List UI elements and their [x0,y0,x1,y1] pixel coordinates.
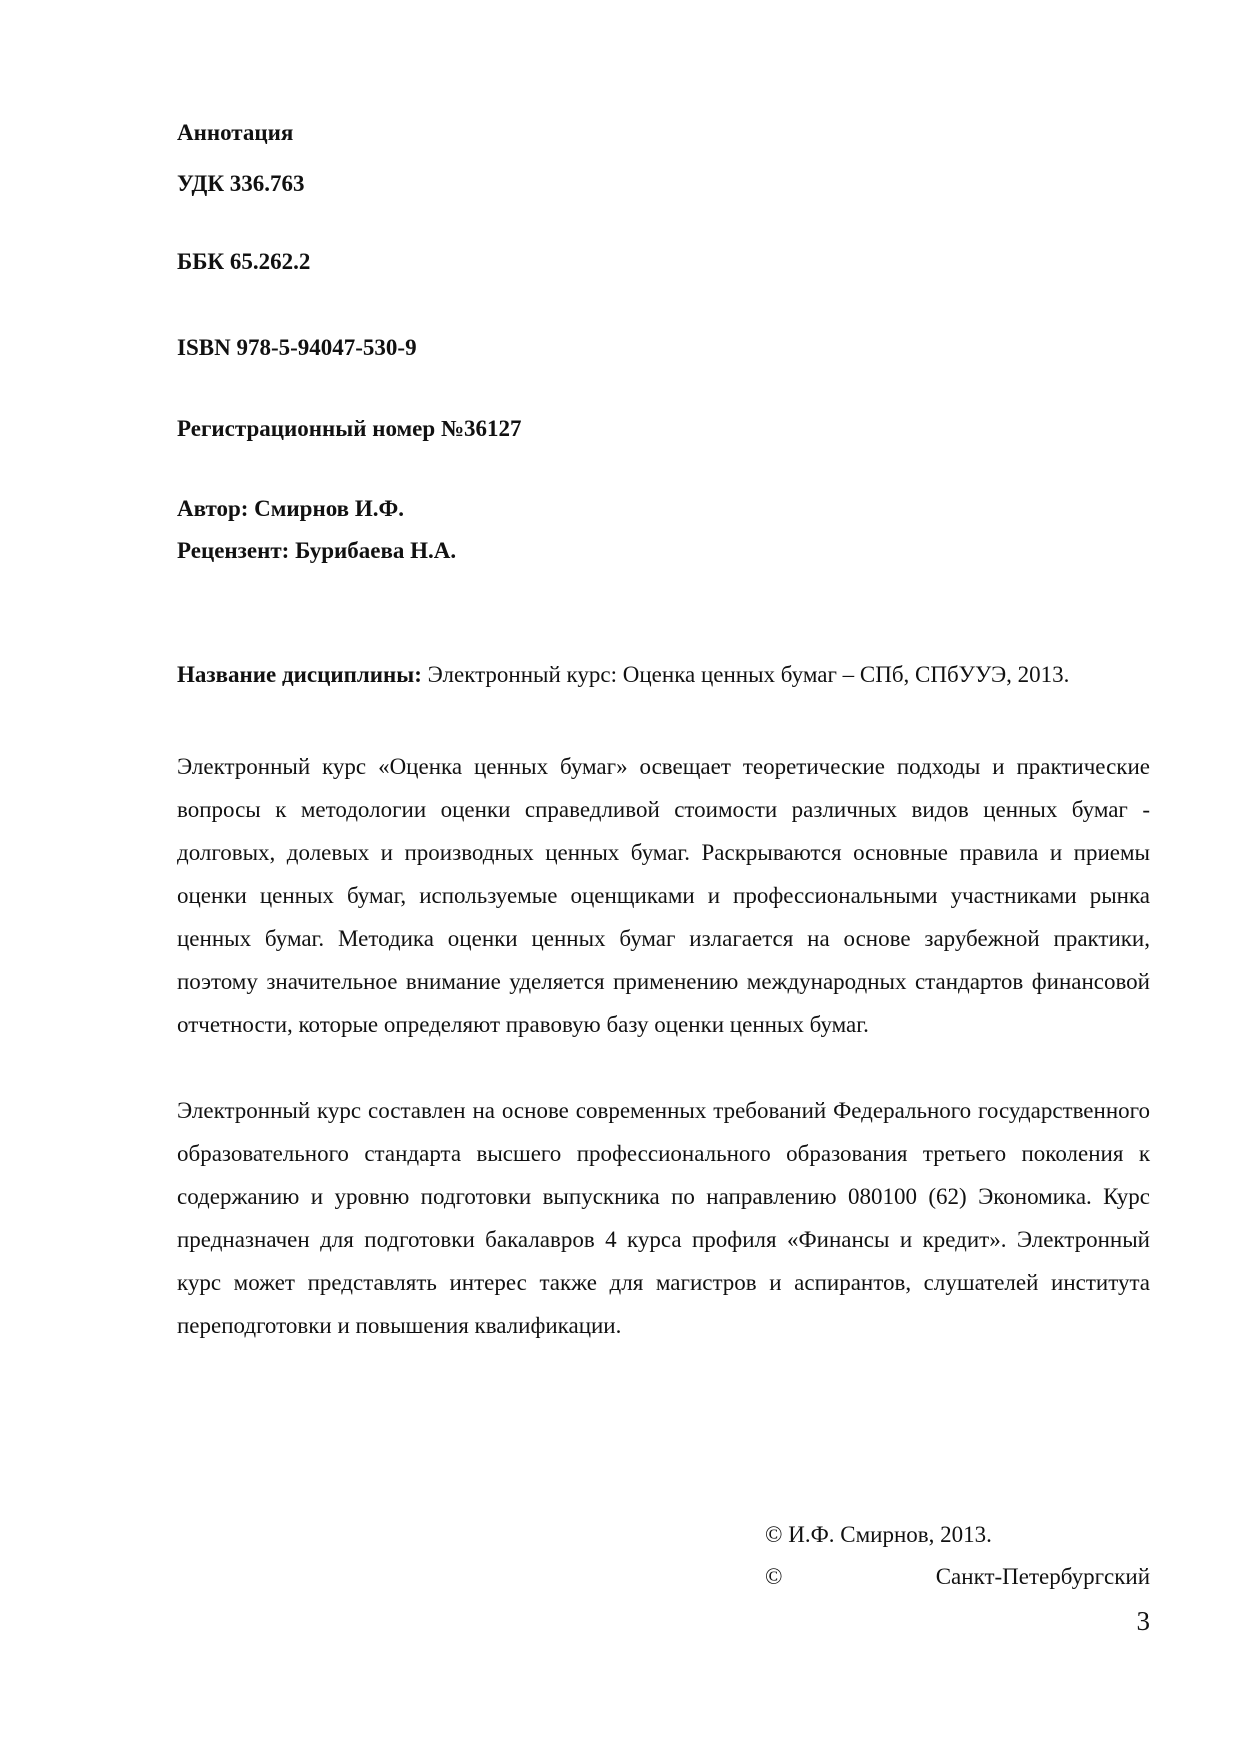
discipline-value: Электронный курс: Оценка ценных бумаг – СПб, СПбУУЭ, 2013. [421,662,1070,687]
author-line: Автор: Смирнов И.Ф. [177,496,404,521]
copyright-institution-name: Санкт-Петербургский [935,1564,1150,1589]
copyright-institution [765,1563,1150,1591]
description-paragraph: Электронный курс «Оценка ценных бумаг» освещает теоретические подходы и практические вопросы к методологии оценки справедливой стоимости различных видов ценных бумаг - долговых, долевых и производных ценных бумаг. Раскрываются основные правила и приемы оценки ценных бумаг, используемые оценщиками и профессиональными участниками рынка ценных бумаг. Методика оценки ценных бумаг излагается на основе зарубежной практики, поэтому значительное внимание уделяется применению международных стандартов финансовой отчетности, которые определяют правовую базу оценки ценных бумаг. [177,754,1150,1037]
registration-number: Регистрационный номер №36127 [177,416,522,441]
copyright-symbol: © [765,1564,783,1589]
bbk-code: ББК 65.262.2 [177,249,311,274]
description-paragraph: Электронный курс составлен на основе современных требований Федерального государственного образовательного стандарта высшего профессионального образования третьего поколения к содержанию и уровню подготовки выпускника по направлению 080100 (62) Экономика. Курс предназначен для подготовки бакалавров 4 курса профиля «Финансы и кредит». Электронный курс может представлять интерес также для магистров и аспирантов, слушателей института переподготовки и повышения квалификации. [177,1098,1150,1338]
udk-code: УДК 336.763 [177,171,305,196]
page-number: 3 [1136,1606,1150,1636]
discipline-line [177,661,1069,689]
annotation-heading: Аннотация [177,120,294,145]
discipline-label: Название дисциплины: [177,662,422,687]
isbn-number: ISBN 978-5-94047-530-9 [177,335,417,360]
reviewer-line: Рецензент: Бурибаева Н.А. [177,538,457,563]
copyright-author: © И.Ф. Смирнов, 2013. [765,1522,992,1547]
